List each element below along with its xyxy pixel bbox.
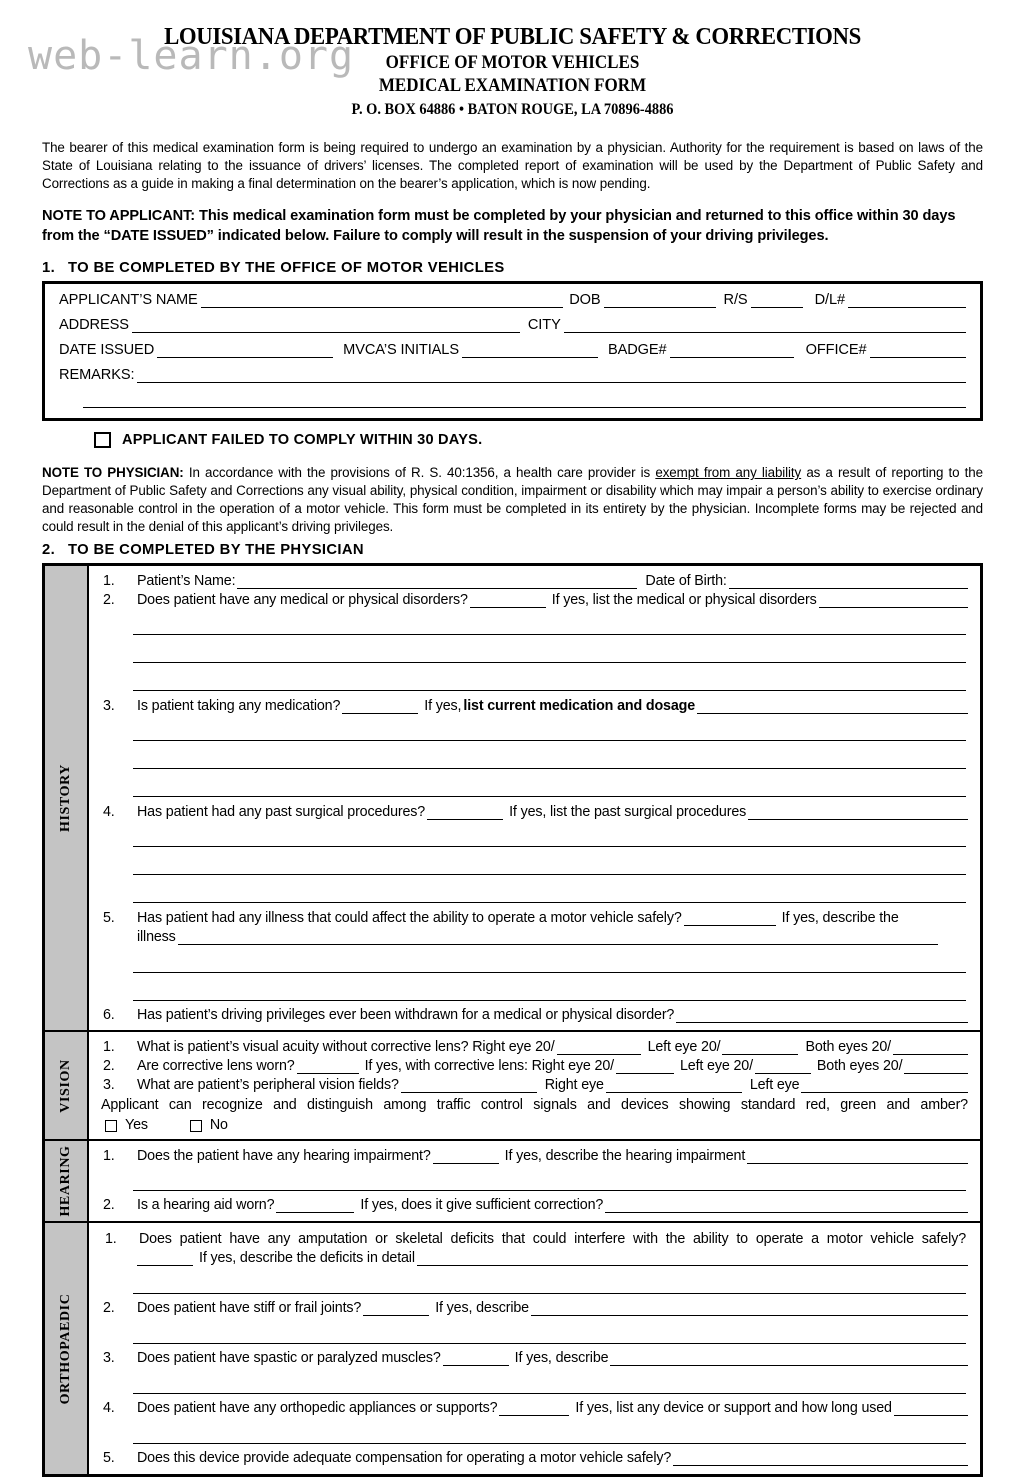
vision-q3-input-fields[interactable] (401, 1077, 537, 1093)
hearing-q1-line2[interactable] (133, 1173, 966, 1191)
input-mvca-initials[interactable] (462, 342, 598, 358)
history-q2 (99, 592, 968, 608)
ortho-q3-input-yesno[interactable] (443, 1350, 509, 1366)
history-q5-number: 5. (103, 910, 115, 927)
section-2-number: 2. (42, 542, 56, 559)
history-q4-line2[interactable] (133, 829, 966, 847)
hearing-q2 (99, 1197, 968, 1213)
vision-q1 (99, 1039, 968, 1055)
ortho-q4-number: 4. (103, 1399, 115, 1416)
hearing-q1-input-yesno[interactable] (433, 1148, 499, 1164)
note-physician-underlined: exempt from any liability (655, 465, 802, 481)
history-q6-label: Has patient’s driving privileges ever been withdrawn for a medical or physical disorder? (137, 1007, 675, 1024)
note-to-physician (42, 464, 983, 536)
ortho-q3-label: Does patient have spastic or paralyzed muscles? (137, 1349, 441, 1366)
ortho-q3-input-describe[interactable] (610, 1350, 968, 1366)
input-remarks[interactable] (137, 367, 966, 383)
vision-q3-label-left: Left eye (749, 1077, 800, 1094)
vision-q1-input-both[interactable] (893, 1039, 968, 1055)
history-q3-line4[interactable] (133, 779, 966, 797)
sidebar-label-orthopaedic-text: ORTHOPAEDIC (58, 1293, 73, 1404)
input-address[interactable] (132, 317, 520, 333)
watermark-text: web-learn.org (28, 33, 355, 79)
document-header (42, 0, 983, 119)
hearing-q1 (99, 1148, 968, 1164)
history-q6-number: 6. (103, 1007, 115, 1024)
sidebar-label-hearing-text: HEARING (58, 1145, 73, 1217)
note-physician-part2: as a result of reporting to the Department of Public Safety and Corrections any visual ability, physical condition, impairment or disability which may impair a person’s ability to exercise ordinary and reasonable control in the operation of a motor vehicle. This form must be completed in its entirety by the physician. Incomplete forms may be rejected and could result in the denial of this applicant’s driving privileges. (42, 465, 983, 535)
ortho-q1-detail-row (99, 1250, 968, 1266)
input-remarks-line2[interactable] (83, 392, 966, 408)
history-q5-line3[interactable] (133, 983, 966, 1001)
history-q1-input-name[interactable] (237, 573, 637, 589)
ortho-q2-line2[interactable] (133, 1326, 966, 1344)
history-q1-number: 1. (103, 573, 115, 590)
vision-q1-input-right[interactable] (557, 1039, 641, 1055)
label-city: CITY (527, 317, 561, 334)
vision-q2-label-both: Both eyes 20/ (816, 1058, 903, 1075)
vision-yes-label: Yes (125, 1117, 148, 1134)
hearing-q2-input-correction[interactable] (605, 1197, 968, 1213)
input-dob[interactable] (604, 292, 716, 308)
vision-q2-number: 2. (103, 1058, 115, 1075)
ortho-q2-label-describe: If yes, describe (435, 1299, 529, 1316)
history-q2-label: Does patient have any medical or physical disorders? (137, 592, 468, 609)
vision-q2-input-right[interactable] (616, 1058, 674, 1074)
history-q3 (99, 698, 968, 714)
history-q2-label-list: If yes, list the medical or physical disorders (551, 592, 817, 609)
ortho-q3-label-describe: If yes, describe (514, 1349, 609, 1366)
note-physician-lead: NOTE TO PHYSICIAN: (42, 465, 184, 481)
input-badge[interactable] (670, 342, 794, 358)
label-badge: BADGE# (607, 342, 667, 359)
input-rs[interactable] (751, 292, 803, 308)
comply-checkbox-row[interactable] (94, 432, 983, 448)
sidebar-label-history-text: HISTORY (58, 764, 73, 833)
orthopaedic-questions (89, 1223, 980, 1473)
ortho-q1-input-describe[interactable] (417, 1250, 968, 1266)
vision-q3-label: What are patient’s peripheral vision fields? (137, 1077, 399, 1094)
vision-q1-label-left: Left eye 20/ (647, 1039, 721, 1056)
checkbox-icon-failed-to-comply[interactable] (94, 432, 111, 448)
input-office[interactable] (870, 342, 966, 358)
ortho-q5-number: 5. (103, 1449, 115, 1466)
ortho-q4-line2[interactable] (133, 1426, 966, 1444)
vision-q2-input-both[interactable] (904, 1058, 968, 1074)
history-q6-input[interactable] (676, 1007, 968, 1023)
ortho-q2-input-describe[interactable] (531, 1300, 968, 1316)
vision-q3-input-left[interactable] (801, 1077, 968, 1093)
section-1-heading (42, 260, 983, 276)
vision-color-statement: Applicant can recognize and distinguish among traffic control signals and devices showing standard red, green and amber? (101, 1097, 968, 1114)
ortho-q4-input-list[interactable] (894, 1400, 968, 1416)
section-hearing (45, 1141, 980, 1223)
intro-paragraph: The bearer of this medical examination form is being required to undergo an examination by a physician. Authority for the requirement is based on laws of the State of Louisiana relating to the issuance of drivers’ licenses. The completed report of examination will be used by the Department of Public Safety and Corrections as a guide in making a final determination on the bearer’s application, which is now pending. (42, 140, 983, 191)
checkbox-icon-vision-no[interactable] (190, 1120, 202, 1132)
vision-q2 (99, 1058, 968, 1074)
ortho-q4-label-list: If yes, list any device or support and how long used (575, 1399, 892, 1416)
history-q1-input-dob[interactable] (729, 573, 968, 589)
header-address-line: P. O. BOX 64886 • BATON ROUGE, LA 70896-4886 (351, 101, 674, 119)
label-applicants-name: APPLICANT’S NAME (59, 292, 198, 309)
history-q3-number: 3. (103, 698, 115, 715)
ortho-q2-number: 2. (103, 1299, 115, 1316)
history-q2-line4[interactable] (133, 673, 966, 691)
vision-questions (89, 1032, 980, 1139)
history-q1 (99, 573, 968, 589)
ortho-q3-number: 3. (103, 1349, 115, 1366)
label-dl: D/L# (814, 292, 845, 309)
label-mvca-initials: MVCA’S INITIALS (343, 342, 459, 359)
ortho-q2-input-yesno[interactable] (363, 1300, 429, 1316)
vision-q3-number: 3. (103, 1077, 115, 1094)
vision-q2-label-left: Left eye 20/ (679, 1058, 753, 1075)
label-rs: R/S (723, 292, 748, 309)
hearing-questions (89, 1141, 980, 1221)
ortho-q1-input-yesno[interactable] (137, 1250, 193, 1266)
omv-row-remarks (59, 367, 966, 383)
history-q3-label: Is patient taking any medication? (137, 698, 341, 715)
ortho-q4-input-yesno[interactable] (499, 1400, 569, 1416)
history-q4-input-list[interactable] (748, 804, 968, 820)
sidebar-label-history (45, 566, 89, 1030)
sidebar-label-hearing (45, 1141, 89, 1221)
omv-row-issued (59, 342, 966, 358)
hearing-q2-label: Is a hearing aid worn? (137, 1197, 275, 1214)
input-applicants-name[interactable] (201, 292, 564, 308)
input-city[interactable] (564, 317, 966, 333)
ortho-q4 (99, 1400, 968, 1416)
sidebar-label-vision-text: VISION (58, 1059, 73, 1113)
history-q2-number: 2. (103, 592, 115, 609)
omv-row-address (59, 317, 966, 333)
ortho-q1-label: Does patient have any amputation or skeletal deficits that could interfere with the ability to operate a motor vehicle safely? (139, 1231, 966, 1248)
header-agency-line: LOUISIANA DEPARTMENT OF PUBLIC SAFETY & CORRECTIONS (164, 23, 861, 50)
history-questions (89, 566, 980, 1030)
history-q5-label-illness: illness (137, 929, 176, 946)
hearing-q1-input-describe[interactable] (747, 1148, 968, 1164)
history-q3-input-yesno[interactable] (342, 698, 418, 714)
hearing-q2-label-correction: If yes, does it give sufficient correction? (360, 1197, 604, 1214)
history-q5-input-yesno[interactable] (684, 910, 776, 926)
hearing-q1-number: 1. (103, 1148, 115, 1165)
ortho-q1-number: 1. (105, 1231, 117, 1248)
history-q4-number: 4. (103, 804, 115, 821)
section-orthopaedic (45, 1223, 980, 1473)
vision-q2-label: Are corrective lens worn? (137, 1058, 295, 1075)
label-date-issued: DATE ISSUED (59, 342, 155, 359)
history-q4 (99, 804, 968, 820)
history-q4-line4[interactable] (133, 885, 966, 903)
ortho-q5 (99, 1450, 968, 1466)
history-q2-input-yesno[interactable] (470, 592, 546, 608)
hearing-q2-input-worn[interactable] (276, 1197, 354, 1213)
section-2-title: TO BE COMPLETED BY THE PHYSICIAN (68, 542, 364, 559)
section-vision (45, 1032, 980, 1141)
note-physician-part1: In accordance with the provisions of R. S. 40:1356, a health care provider is (183, 465, 656, 481)
history-q4-label-list: If yes, list the past surgical procedures (509, 804, 747, 821)
ortho-q3-line2[interactable] (133, 1376, 966, 1394)
section-2-heading (42, 542, 983, 558)
ortho-q1-label-describe: If yes, describe the deficits in detail (199, 1249, 415, 1266)
ortho-q1 (99, 1230, 968, 1249)
history-q4-line3[interactable] (133, 857, 966, 875)
history-q5-line2[interactable] (133, 955, 966, 973)
input-dl[interactable] (848, 292, 966, 308)
input-date-issued[interactable] (157, 342, 333, 358)
ortho-q3 (99, 1350, 968, 1366)
history-q4-label: Has patient had any past surgical procedures? (137, 804, 426, 821)
history-q2-line2[interactable] (133, 617, 966, 635)
history-q3-line2[interactable] (133, 723, 966, 741)
label-remarks: REMARKS: (59, 367, 135, 384)
sidebar-label-vision (45, 1032, 89, 1139)
checkbox-icon-vision-yes[interactable] (105, 1120, 117, 1132)
section-history (45, 566, 980, 1032)
ortho-q1-line2[interactable] (133, 1276, 966, 1294)
hearing-q1-label: Does the patient have any hearing impairment? (137, 1148, 431, 1165)
vision-q2-label-right: If yes, with corrective lens: Right eye 20/ (364, 1058, 614, 1075)
comply-checkbox-label: APPLICANT FAILED TO COMPLY WITHIN 30 DAYS. (122, 432, 483, 449)
vision-q3-input-right[interactable] (606, 1077, 742, 1093)
omv-fields-box (42, 281, 983, 421)
vision-q1-number: 1. (103, 1039, 115, 1056)
history-q5 (99, 910, 968, 926)
vision-q1-label: What is patient’s visual acuity without corrective lens? Right eye 20/ (137, 1039, 555, 1056)
history-q6 (99, 1007, 968, 1023)
hearing-q2-number: 2. (103, 1197, 115, 1214)
vision-q3 (99, 1077, 968, 1093)
history-q5-illness-row (99, 929, 968, 945)
history-q5-label: Has patient had any illness that could affect the ability to operate a motor vehicle safely? (137, 910, 682, 927)
vision-yesno-row (99, 1117, 968, 1133)
section-1-number: 1. (42, 260, 56, 277)
history-q2-line3[interactable] (133, 645, 966, 663)
ortho-q5-input[interactable] (673, 1450, 968, 1466)
history-q2-input-list[interactable] (819, 592, 968, 608)
history-q3-input-meds[interactable] (697, 698, 968, 714)
ortho-q5-label: Does this device provide adequate compensation for operating a motor vehicle safely? (137, 1449, 672, 1466)
history-q1-label-dob: Date of Birth: (645, 573, 727, 590)
note-to-applicant: NOTE TO APPLICANT: This medical examination form must be completed by your physician and returned to this office within 30 days from the “DATE ISSUED” indicated below. Failure to comply will result in the suspension of your driving privileges. (42, 208, 956, 244)
history-q3-line3[interactable] (133, 751, 966, 769)
vision-q2-input-left[interactable] (755, 1058, 811, 1074)
vision-q3-label-right: Right eye (544, 1077, 604, 1094)
vision-q2-input-worn[interactable] (297, 1058, 359, 1074)
omv-row-name (59, 292, 966, 308)
ortho-q2-label: Does patient have stiff or frail joints? (137, 1299, 362, 1316)
vision-q1-label-both: Both eyes 20/ (805, 1039, 891, 1056)
label-dob: DOB (569, 292, 601, 309)
ortho-q2 (99, 1300, 968, 1316)
history-q3-label-ifyes: If yes, (424, 698, 462, 715)
omv-row-remarks-2 (59, 392, 966, 408)
label-office: OFFICE# (805, 342, 867, 359)
ortho-q4-label: Does patient have any orthopedic appliances or supports? (137, 1399, 498, 1416)
history-q4-input-yesno[interactable] (427, 804, 503, 820)
header-form-title: MEDICAL EXAMINATION FORM (378, 76, 647, 97)
history-q1-label: Patient’s Name: (137, 573, 236, 590)
vision-no-label: No (209, 1117, 228, 1134)
sidebar-label-orthopaedic (45, 1223, 89, 1473)
history-q3-label-bold: list current medication and dosage (463, 698, 696, 715)
history-q5-label-describe: If yes, describe the (781, 910, 899, 927)
header-office-line: OFFICE OF MOTOR VEHICLES (385, 52, 640, 73)
vision-q1-input-left[interactable] (722, 1039, 798, 1055)
label-address: ADDRESS (59, 317, 129, 334)
history-q5-input-illness[interactable] (178, 929, 938, 945)
section-1-title: TO BE COMPLETED BY THE OFFICE OF MOTOR VEHICLES (68, 260, 505, 277)
hearing-q1-label-describe: If yes, describe the hearing impairment (504, 1148, 746, 1165)
physician-table (42, 563, 983, 1477)
